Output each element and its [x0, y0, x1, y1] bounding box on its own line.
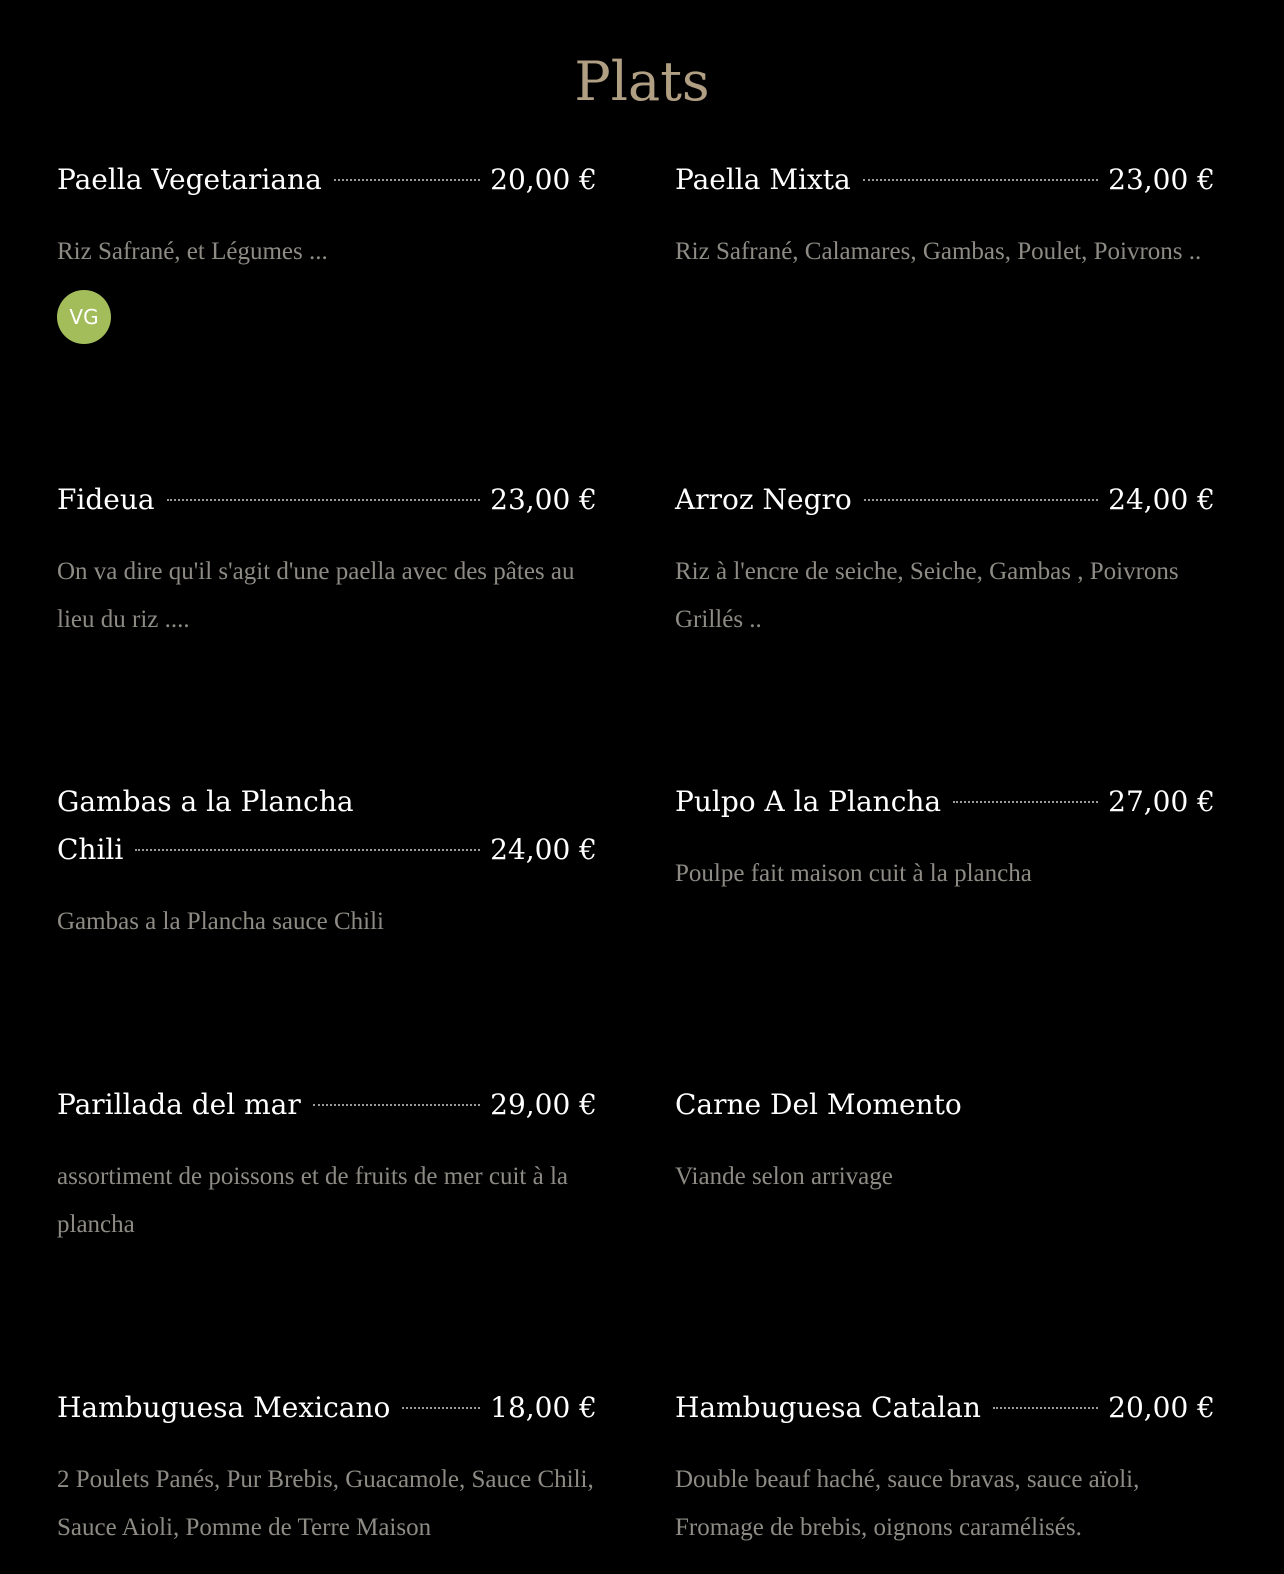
menu-item-paella-vegetariana	[57, 156, 597, 344]
item-header	[675, 156, 1215, 204]
item-name: Fideua	[57, 483, 155, 516]
item-header	[675, 1384, 1215, 1432]
item-header	[675, 778, 1215, 826]
item-header	[675, 1081, 1215, 1129]
menu-item-hambuguesa-catalan	[675, 1384, 1215, 1552]
leader-dots	[993, 1407, 1098, 1409]
item-name: Parillada del mar	[57, 1088, 301, 1121]
item-header	[57, 156, 597, 204]
item-description: 2 Poulets Panés, Pur Brebis, Guacamole, Sauce Chili, Sauce Aioli, Pomme de Terre Maison	[57, 1466, 594, 1541]
leader-dots	[334, 179, 480, 181]
menu-item-parillada-del-mar	[57, 1081, 597, 1249]
item-name: Carne Del Momento	[675, 1088, 962, 1121]
item-price: 23,00 €	[490, 483, 597, 516]
menu-item-pulpo-plancha	[675, 778, 1215, 898]
menu-item-gambas-plancha-chili	[57, 778, 597, 946]
vegetarian-badge: VG	[57, 290, 111, 344]
item-header	[57, 1384, 597, 1432]
menu-item-hambuguesa-mexicano	[57, 1384, 597, 1552]
leader-dots	[313, 1104, 480, 1106]
item-header	[57, 476, 597, 524]
item-name: Paella Vegetariana	[57, 163, 322, 196]
item-description: Poulpe fait maison cuit à la plancha	[675, 860, 1032, 887]
item-name: Paella Mixta	[675, 163, 851, 196]
menu-item-carne-del-momento	[675, 1081, 1215, 1201]
item-description: Riz Safrané, Calamares, Gambas, Poulet, Poivrons ..	[675, 238, 1202, 265]
item-description: assortiment de poissons et de fruits de mer cuit à la plancha	[57, 1163, 568, 1238]
item-price: 20,00 €	[1108, 1391, 1215, 1424]
item-name: Arroz Negro	[675, 483, 852, 516]
item-description: Riz à l'encre de seiche, Seiche, Gambas , Poivrons Grillés ..	[675, 558, 1179, 633]
item-header	[57, 826, 597, 874]
item-description: Viande selon arrivage	[675, 1163, 893, 1190]
leader-dots	[402, 1407, 480, 1409]
item-name: Hambuguesa Mexicano	[57, 1391, 391, 1424]
item-name-line-1: Gambas a la Plancha	[57, 785, 354, 818]
item-price: 24,00 €	[490, 833, 597, 866]
item-name-line-2: Chili	[57, 833, 124, 866]
menu-item-fideua	[57, 476, 597, 644]
item-price: 24,00 €	[1108, 483, 1215, 516]
item-price: 23,00 €	[1108, 163, 1215, 196]
item-name: Hambuguesa Catalan	[675, 1391, 981, 1424]
item-description: Riz Safrané, et Légumes ...	[57, 238, 328, 265]
item-price: 27,00 €	[1108, 785, 1215, 818]
page-title: Plats	[574, 50, 710, 113]
item-price: 20,00 €	[490, 163, 597, 196]
menu-item-paella-mixta	[675, 156, 1215, 276]
leader-dots	[863, 179, 1098, 181]
item-description: On va dire qu'il s'agit d'une paella avec des pâtes au lieu du riz ....	[57, 558, 575, 633]
item-price: 29,00 €	[490, 1088, 597, 1121]
leader-dots	[135, 849, 480, 851]
item-name: Pulpo A la Plancha	[675, 785, 942, 818]
item-description: Double beauf haché, sauce bravas, sauce aïoli, Fromage de brebis, oignons caramélisés.	[675, 1466, 1140, 1541]
item-header	[57, 1081, 597, 1129]
menu-item-arroz-negro	[675, 476, 1215, 644]
item-price: 18,00 €	[490, 1391, 597, 1424]
leader-dots	[864, 499, 1098, 501]
leader-dots	[953, 801, 1098, 803]
item-description: Gambas a la Plancha sauce Chili	[57, 908, 384, 935]
leader-dots	[167, 499, 481, 501]
item-header	[675, 476, 1215, 524]
